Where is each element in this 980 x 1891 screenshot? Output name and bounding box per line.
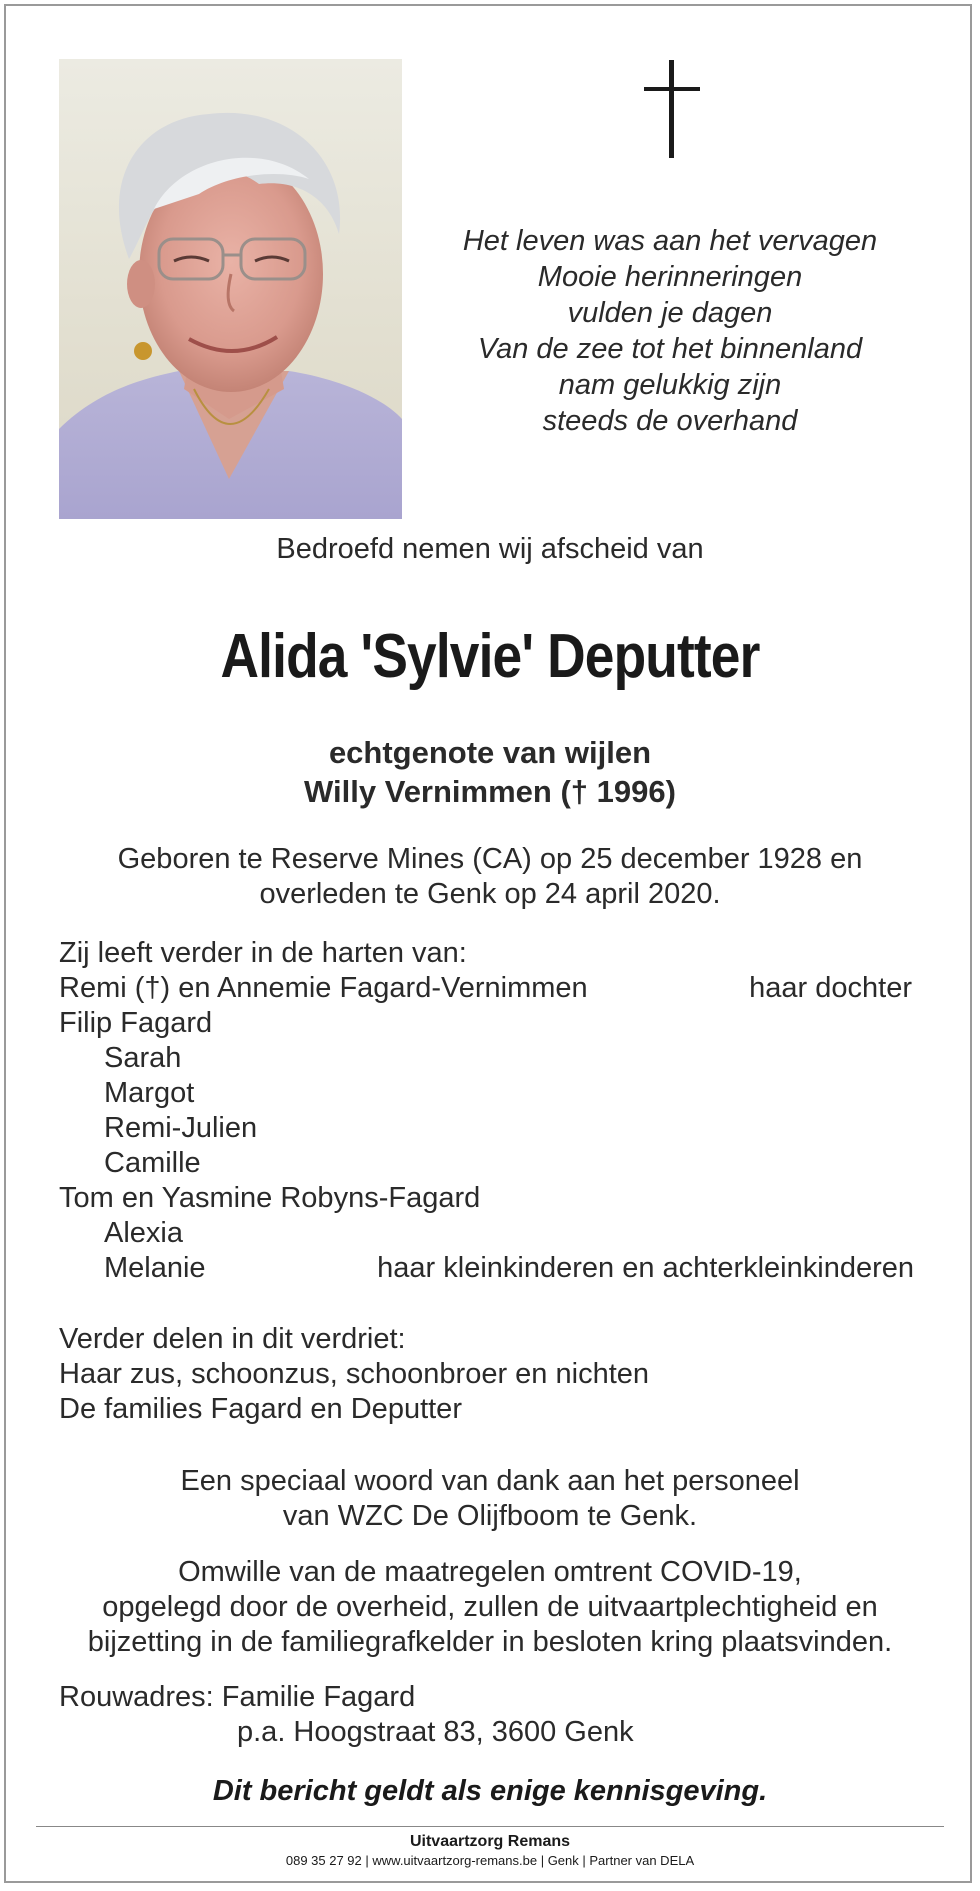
poem-line: Van de zee tot het binnenland	[477, 333, 863, 365]
poem-line: Mooie herinneringen	[537, 261, 803, 293]
poem-line: nam gelukkig zijn	[558, 369, 782, 401]
thanks-line-1: Een speciaal woord van dank aan het personeel	[180, 1465, 800, 1497]
covid-line-2: opgelegd door de overheid, zullen de uitvaartplechtigheid en	[102, 1591, 878, 1623]
address-label: Rouwadres: Familie Fagard	[59, 1681, 416, 1713]
daughter-line: Remi (†) en Annemie Fagard-Vernimmen	[59, 972, 588, 1004]
poem	[420, 223, 920, 439]
address-line: p.a. Hoogstraat 83, 3600 Genk	[237, 1716, 634, 1748]
footer-divider	[36, 1826, 944, 1827]
cross-icon	[644, 60, 700, 160]
footer-details: 089 35 27 92 | www.uitvaartzorg-remans.be | Genk | Partner van DELA	[285, 1853, 695, 1868]
family-member: Alexia	[104, 1217, 183, 1249]
family-member: Sarah	[104, 1042, 182, 1074]
birth-line: Geboren te Reserve Mines (CA) op 25 december 1928 en	[117, 843, 863, 875]
spouse-line-2: Willy Vernimmen († 1996)	[304, 774, 676, 809]
poem-line: steeds de overhand	[542, 405, 798, 437]
thanks-line-2: van WZC De Olijfboom te Genk.	[282, 1500, 698, 1532]
portrait-illustration	[59, 59, 402, 519]
family-heading: Zij leeft verder in de harten van:	[59, 937, 467, 969]
family-member: Remi-Julien	[104, 1112, 258, 1144]
sharing-line-2: De families Fagard en Deputter	[59, 1393, 462, 1425]
footer-company: Uitvaartzorg Remans	[409, 1833, 571, 1850]
family-member: Margot	[104, 1077, 195, 1109]
poem-line: Het leven was aan het vervagen	[462, 225, 878, 257]
intro-text: Bedroefd nemen wij afscheid van	[276, 533, 704, 565]
covid-line-3: bijzetting in de familiegrafkelder in besloten kring plaatsvinden.	[87, 1626, 893, 1658]
family-member: Melanie	[104, 1252, 206, 1284]
notice-text: Dit bericht geldt als enige kennisgeving.	[212, 1775, 768, 1807]
death-line: overleden te Genk op 24 april 2020.	[259, 878, 721, 910]
family-member: Camille	[104, 1147, 201, 1179]
family-member: Filip Fagard	[59, 1007, 213, 1039]
portrait-photo	[59, 59, 402, 519]
deceased-name: Alida 'Sylvie' Deputter	[220, 622, 760, 691]
deceased-name-wrapper	[0, 622, 980, 692]
daughter-role: haar dochter	[749, 972, 912, 1004]
spouse-line-1: echtgenote van wijlen	[328, 735, 652, 770]
sharing-heading: Verder delen in dit verdriet:	[59, 1323, 406, 1355]
family-member: Tom en Yasmine Robyns-Fagard	[59, 1182, 481, 1214]
covid-line-1: Omwille van de maatregelen omtrent COVID-19,	[178, 1556, 802, 1588]
grandchildren-role: haar kleinkinderen en achterkleinkinderen	[377, 1252, 914, 1284]
sharing-line-1: Haar zus, schoonzus, schoonbroer en nichten	[59, 1358, 650, 1390]
poem-line: vulden je dagen	[567, 297, 773, 329]
